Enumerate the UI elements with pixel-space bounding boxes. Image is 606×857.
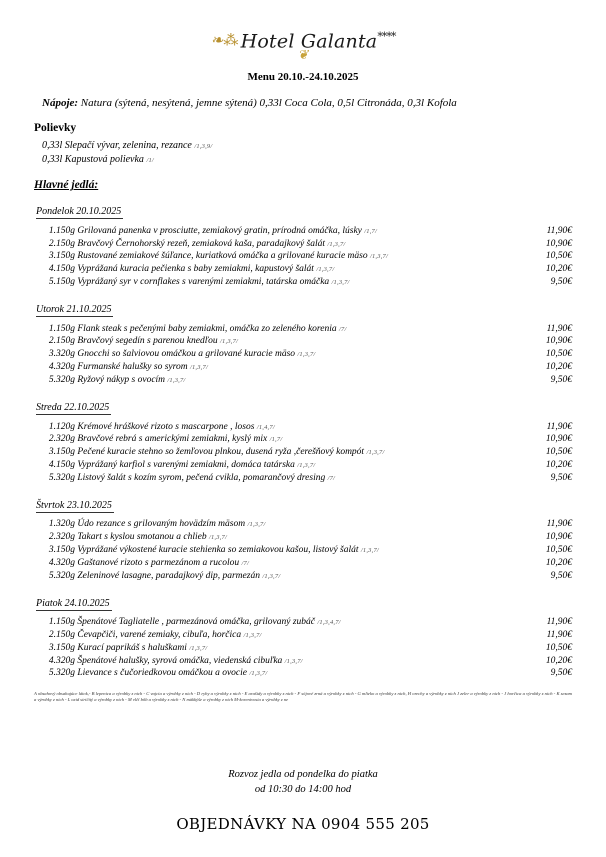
table-row [34,335,572,348]
dish-description [56,518,526,531]
list-item [42,140,572,151]
dish-description [56,458,526,471]
dish-description [56,335,526,348]
dish-name: Bravčový Černohorský rezeň, zemiaková kaša, paradajkový šalát [77,238,326,249]
dish-name: Čevapčiči, varené zemiaky, cibuľa, horčica [77,630,242,641]
dish-weight: 150g [56,225,75,236]
dish-price: 11,90€ [546,421,572,432]
dish-name: Špenátové halušky, syrová omáčka, viedenská cibuľka [77,655,283,666]
dish-weight: 150g [56,642,75,653]
dish-description [56,642,526,655]
day-name: Streda 22.10.2025 [36,402,110,414]
day-block [34,201,572,288]
dish-number: 4. [48,264,56,275]
dish-price: 10,50€ [545,447,572,458]
dish-allergens: /1,4,7/ [256,423,275,431]
dish-description [56,569,526,582]
dish-number: 3. [48,251,56,262]
dish-weight: 320g [56,519,75,530]
table-row [34,433,572,446]
dish-description [56,629,526,642]
dish-weight: 150g [56,447,75,458]
table-row [34,667,572,680]
dish-price: 9,50€ [550,668,572,679]
dish-name: Vyprážaný karfiol s varenými zemiakmi, domáca tatárska [77,459,295,470]
delivery-line-2: od 10:30 do 14:00 hod [254,783,352,795]
dish-description [56,556,526,569]
dish-description [56,348,526,361]
dish-allergens: /1,7/ [269,436,283,444]
dish-description [56,544,526,557]
menu-date-range: Menu 20.10.-24.10.2025 [247,71,359,84]
dish-price: 10,50€ [545,349,572,360]
drinks-text: Natura (sýtená, nesýtená, jemne sýtená) 0,33l Coca Cola, 0,5l Citronáda, 0,3l Kofola [78,97,457,110]
dish-weight: 320g [56,570,75,581]
dish-number: 5. [48,570,56,581]
dish-price: 10,50€ [545,642,572,653]
dish-allergens: /1,3,7/ [249,670,268,678]
table-row [34,544,572,557]
main-dishes-title: Hlavné jedlá: [34,179,99,192]
table-row [34,322,572,335]
table-row [34,237,572,250]
dish-description [56,654,526,667]
dish-description [56,322,526,335]
dish-price: 11,90€ [546,519,572,530]
day-name: Štvrtok 23.10.2025 [36,500,112,512]
dish-allergens: /1,3,7/ [247,521,266,529]
table-row [34,654,572,667]
dish-number: 1. [48,323,56,334]
dish-number: 4. [48,655,56,666]
day-block [34,495,572,582]
table-row [34,275,572,288]
dish-number: 1. [48,225,56,236]
dish-allergens: /1,3,7/ [331,278,350,286]
dish-weight: 120g [56,421,75,432]
dish-weight: 150g [56,251,75,262]
soup-allergens: /1,3,9/ [194,143,213,151]
dish-number: 5. [48,668,56,679]
table-row [34,642,572,655]
dish-price: 9,50€ [550,570,572,581]
dish-weight: 150g [56,545,75,555]
dish-weight: 320g [56,472,75,483]
dish-table [34,616,572,680]
dish-price: 9,50€ [550,374,572,385]
dish-description [56,275,526,288]
dish-name: Bravčový segedín s parenou knedľou [77,336,218,347]
table-row [34,224,572,237]
dish-weight: 320g [56,557,75,568]
dish-name: Vyprážaná kuracia pečienka s baby zemiakmi, kapustový šalát [77,264,314,275]
dish-number: 2. [48,336,56,347]
table-row [34,629,572,642]
dish-number: 5. [48,276,56,287]
table-row [34,569,572,582]
dish-price: 11,90€ [546,630,572,641]
dish-number: 4. [48,459,56,470]
dish-allergens: /1,3,7/ [297,351,316,359]
dish-price: 10,20€ [545,459,572,470]
document-header [34,30,572,64]
dish-price: 10,90€ [545,532,572,543]
dish-number: 2. [48,434,56,445]
day-name: Piatok 24.10.2025 [36,597,110,609]
dish-weight: 150g [56,264,75,275]
dish-description [56,446,526,459]
dish-table [34,518,572,582]
dish-description [56,224,526,237]
dish-price: 10,50€ [545,251,572,262]
dish-price: 10,90€ [545,238,572,249]
day-block [34,299,572,386]
dish-name: Krémové hráškové rizoto s mascarpone , losos [77,421,255,432]
dish-number: 1. [48,617,56,628]
soups-title: Polievky [34,122,77,135]
dish-name: Vyprážané výkostené kuracie stehienka so zemiakovou kašou, listový šalát [77,545,359,555]
dish-name: Pečené kuracie stehno so žemľovou plnkou, dusená ryža ,čerešňový kompót [77,447,365,458]
dish-name: Flank steak s pečenými baby zemiakmi, omáčka zo zeleného korenia [77,323,337,334]
table-row [34,420,572,433]
drinks-line [42,97,572,109]
dish-number: 3. [48,642,56,653]
dish-price: 10,20€ [545,264,572,275]
hotel-name: Hotel Galanta [240,30,378,53]
soups-list [42,140,572,165]
dish-weight: 320g [56,668,75,679]
dish-description [56,373,526,386]
dish-weight: 150g [56,459,75,470]
hotel-title [210,30,396,64]
dish-price: 11,90€ [546,225,572,236]
dish-allergens: /7/ [338,325,347,333]
flourish-ornament-icon: ❧⁂ [210,31,239,50]
dish-name: Špenátové Tagliatelle , parmezánová omáčka, grilovaný zubáč [77,617,316,628]
dish-weight: 150g [56,323,75,334]
dish-allergens: /1,3,7/ [243,632,262,640]
day-name: Pondelok 20.10.2025 [36,206,122,218]
dish-weight: 150g [56,630,75,641]
dish-name: Grilovaná panenka v prosciutte, zemiakový gratin, prírodná omáčka, lúsky [77,225,362,236]
drinks-label: Nápoje: [42,97,79,110]
day-block [34,593,572,680]
dish-price: 10,50€ [545,545,572,555]
dish-table [34,224,572,288]
dish-allergens: /1,3,7/ [189,363,208,371]
dish-allergens: /1,3,4,7/ [317,619,341,627]
dish-allergens: /1,3,7/ [366,449,385,457]
dish-allergens: /1,3,7/ [262,572,281,580]
dish-allergens: /1,3,7/ [327,240,346,248]
dish-description [56,263,526,276]
dish-price: 10,20€ [545,655,572,666]
dish-description [56,616,526,629]
dish-price: 11,90€ [546,323,572,334]
table-row [34,263,572,276]
dish-allergens: /1,3,7/ [208,534,227,542]
dish-weight: 150g [56,276,75,287]
soup-name: 0,33l Kapustová polievka [42,154,144,166]
dish-weight: 150g [56,336,75,347]
dish-name: Ryžový nákyp s ovocím [77,374,166,385]
dish-description [56,433,526,446]
dish-name: Gaštanové rizoto s parmezánom a rucolou [77,557,240,568]
day-block [34,397,572,484]
dish-price: 9,50€ [550,276,572,287]
delivery-info [34,767,572,797]
dish-price: 10,20€ [545,557,572,568]
dish-description [56,471,526,484]
dish-name: Takart s kyslou smotanou a chlieb [77,532,207,543]
table-row [34,518,572,531]
dish-allergens: /1,3,7/ [316,266,335,274]
dish-name: Listový šalát s kozím syrom, pečená cvikla, pomarančový dresing [77,472,326,483]
dish-description [56,250,526,263]
dish-weight: 320g [56,361,75,372]
table-row [34,616,572,629]
list-item [42,154,572,165]
dish-price: 10,90€ [545,434,572,445]
dish-number: 2. [48,532,56,543]
dish-weight: 320g [56,532,75,543]
dish-allergens: /1,3,7/ [220,338,239,346]
dish-price: 10,20€ [545,361,572,372]
dish-allergens: /1,7/ [364,227,378,235]
dish-number: 1. [48,519,56,530]
flourish-underline-icon: ❦ [297,48,309,64]
dish-weight: 320g [56,434,75,445]
dish-number: 5. [48,472,56,483]
order-phone: OBJEDNÁVKY NA 0904 555 205 [176,814,430,833]
dish-name: Údo rezance s grilovaným hovädzím mäsom [77,519,246,530]
table-row [34,556,572,569]
dish-weight: 320g [56,655,75,666]
dish-weight: 320g [56,349,75,360]
table-row [34,250,572,263]
dish-price: 9,50€ [550,472,572,483]
allergen-footnote: A obsahový obsahujúce látok,- B lepenica a výrobky z nich - C vajcia a výrobky z nich - D ryby a výrobky z nich - E arašidy a výrobky z nich - F sójové zrná a výrobky z nich - G mlieko a výrobky z nich, H orechy a výrobky z nich J zeler a výrobky z nich - J horčica a výrobky z nich - K sezam a výrobky z nich - L oxid siričitý a výrobky z nich - M vlčí bôb a výrobky z nich - N mäkkýše a výrobky z nich M-korenivosia a výrobky z ne [34,690,572,702]
dish-name: Lievance s čučoriedkovou omáčkou a ovocie [77,668,247,679]
dish-allergens: /1,3,7/ [189,644,208,652]
dish-table [34,420,572,484]
dish-allergens: /1,3,7/ [297,461,316,469]
dish-number: 3. [48,447,56,458]
dish-weight: 320g [56,374,75,385]
dish-description [56,531,526,544]
table-row [34,531,572,544]
dish-allergens: /1,3,7/ [167,376,186,384]
dish-allergens: /1,3,7/ [369,253,388,261]
dish-description [56,237,526,250]
table-row [34,471,572,484]
dish-name: Gnocchi so šalviovou omáčkou a grilované kuracie mäso [77,349,296,360]
dish-number: 2. [48,630,56,641]
table-row [34,361,572,374]
hotel-stars: **** [377,30,396,43]
dish-price: 11,90€ [546,617,572,628]
dish-number: 5. [48,374,56,385]
dish-weight: 150g [56,238,75,249]
soup-allergens: /1/ [146,157,154,165]
dish-name: Bravčové rebrá s americkými zemiakmi, kyslý mix [77,434,268,445]
table-row [34,348,572,361]
table-row [34,373,572,386]
dish-number: 3. [48,349,56,360]
dish-allergens: /7/ [327,474,336,482]
dish-name: Kurací paprikáš s haluškami [77,642,187,653]
dish-description [56,667,526,680]
dish-number: 4. [48,361,56,372]
dish-table [34,322,572,386]
dish-name: Rustované zemiakové šúľance, kuriatková omáčka a grilované kuracie mäso [77,251,368,262]
dish-name: Furmanské halušky so syrom [77,361,188,372]
day-name: Utorok 21.10.2025 [36,304,112,316]
dish-number: 4. [48,557,56,568]
dish-description [56,420,526,433]
dish-number: 2. [48,238,56,249]
dish-number: 1. [48,421,56,432]
dish-number: 3. [48,545,56,555]
dish-price: 10,90€ [545,336,572,347]
dish-allergens: /1,3,7/ [360,547,379,554]
dish-name: Zeleninové lasagne, paradajkový dip, parmezán [77,570,260,581]
table-row [34,458,572,471]
dish-allergens: /1,3,7/ [284,657,303,665]
dish-weight: 150g [56,617,75,628]
table-row [34,446,572,459]
dish-name: Vyprážaný syr v cornflakes s varenými zemiakmi, tatárska omáčka [77,276,330,287]
dish-allergens: /7/ [241,559,249,567]
dish-description [56,361,526,374]
soup-name: 0,33l Slepačí vývar, zelenina, rezance [42,140,192,152]
delivery-line-1: Rozvoz jedla od pondelka do piatka [228,768,378,780]
